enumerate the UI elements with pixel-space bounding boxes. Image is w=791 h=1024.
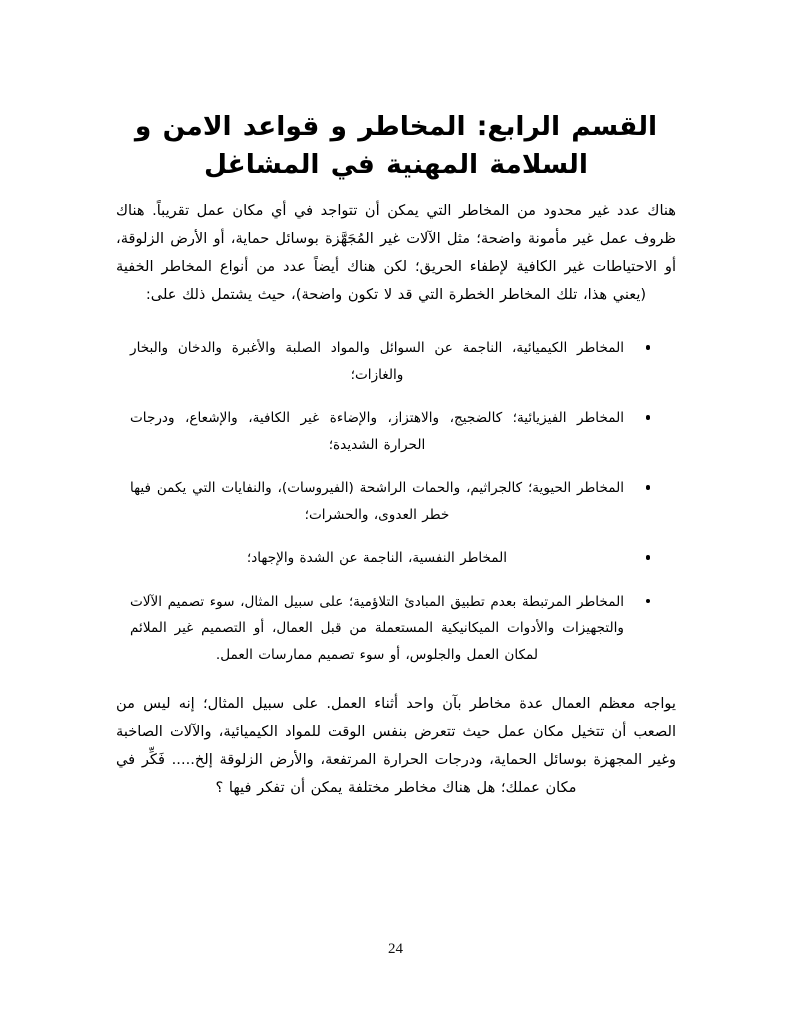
page-number: 24: [388, 941, 403, 957]
bullet-icon: [646, 415, 651, 420]
intro-paragraph: هناك عدد غير محدود من المخاطر التي يمكن أن تتواجد في أي مكان عمل تقريباً. هناك ظروف عمل غير مأمونة واضحة؛ مثل الآلات غير المُجَهَّزة بوسائل حماية، أو الأرض الزلوقة، أو الاحتياطات غير الكافية لإطفاء الحريق؛ لكن هناك أيضاً عدد من أنواع المخاطر الخفية (يعني هذا، تلك المخاطر الخطرة التي قد لا تكون واضحة)، حيث يشتمل ذلك على:: [116, 202, 676, 304]
list-item-text: المخاطر المرتبطة بعدم تطبيق المبادئ التلاؤمية؛ على سبيل المثال، سوء تصميم الآلات والتجهيزات والأدوات الميكانيكية المستعملة من قبل العمال، أو التصميم غير الملائم لمكان العمل والجلوس، أو سوء تصميم ممارسات العمل.: [130, 593, 624, 663]
list-item: [116, 405, 676, 458]
list-item: [116, 589, 676, 669]
bullet-icon: [646, 599, 651, 604]
hazard-list: [116, 335, 676, 668]
closing-paragraph: يواجه معظم العمال عدة مخاطر بآن واحد أثناء العمل. على سبيل المثال؛ إنه ليس من الصعب أن تتخيل مكان عمل حيث تتعرض بنفس الوقت للمواد الكيميائية، والآلات الصاخبة وغير المجهزة بوسائل الحماية، ودرجات الحرارة المرتفعة، والأرض الزلوقة إلخ..... فَكِّر في مكان عملك؛ هل هناك مخاطر مختلفة يمكن أن تفكر فيها ؟: [116, 695, 676, 797]
list-item-text: المخاطر الكيميائية، الناجمة عن السوائل والمواد الصلبة والأغبرة والدخان والبخار والغازات؛: [130, 340, 624, 383]
list-item: [116, 335, 676, 388]
page-content: [116, 108, 676, 802]
page-title-line-2: السلامة المهنية في المشاغل: [204, 148, 588, 180]
list-item-text: المخاطر الفيزيائية؛ كالضجيج، والاهتزاز، والإضاءة غير الكافية، والإشعاع، ودرجات الحرارة الشديدة؛: [130, 410, 624, 453]
page-title: [116, 108, 676, 183]
list-item-text: المخاطر النفسية، الناجمة عن الشدة والإجهاد؛: [246, 550, 508, 567]
bullet-icon: [646, 485, 651, 490]
page-title-line-1: القسم الرابع: المخاطر و قواعد الامن و: [134, 111, 658, 142]
list-item: [116, 545, 676, 572]
bullet-icon: [646, 345, 651, 350]
list-item-text: المخاطر الحيوية؛ كالجراثيم، والحمات الراشحة (الفيروسات)، والنفايات التي يكمن فيها خطر العدوى، والحشرات؛: [130, 480, 624, 523]
list-item: [116, 475, 676, 528]
bullet-icon: [646, 555, 651, 560]
